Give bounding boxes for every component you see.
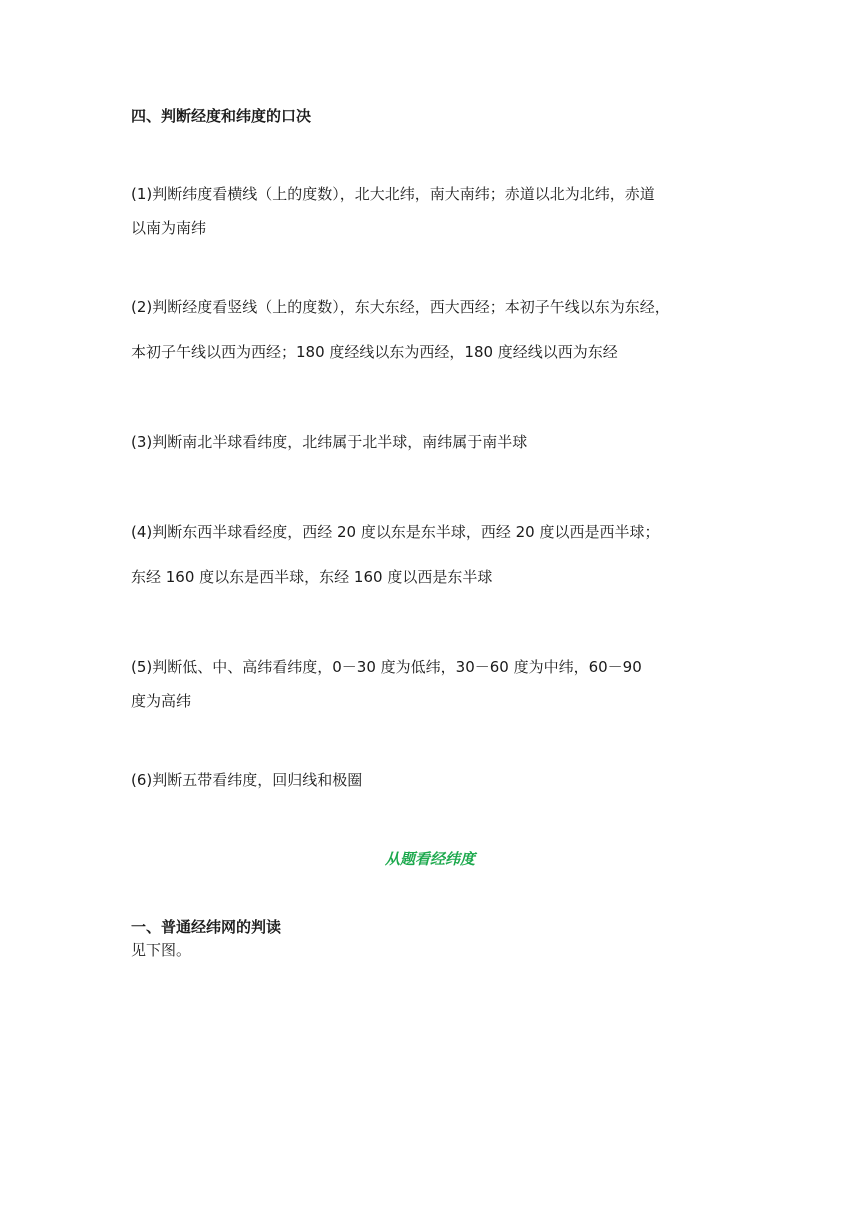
subsection-heading: 一、普通经纬网的判读 <box>131 918 282 936</box>
section-title: 从题看经纬度 <box>384 850 475 868</box>
rule-2-line-2: 本初子午线以西为西经；180 度经线以东为西经，180 度经线以西为东经 <box>131 343 618 361</box>
rule-6-line-1: (6)判断五带看纬度，回归线和极圈 <box>131 771 363 789</box>
rule-2-line-1: (2)判断经度看竖线（上的度数），东大东经，西大西经；本初子午线以东为东经， <box>131 298 670 316</box>
rule-4-line-1: (4)判断东西半球看经度，西经 20 度以东是东半球，西经 20 度以西是西半球； <box>131 523 660 541</box>
rule-5-line-2: 度为高纬 <box>131 692 192 710</box>
rule-1-line-1: (1)判断纬度看横线（上的度数），北大北纬，南大南纬；赤道以北为北纬，赤道 <box>131 185 655 203</box>
rule-5-line-1: (5)判断低、中、高纬看纬度，0－30 度为低纬，30－60 度为中纬，60－90 <box>131 658 642 676</box>
section-heading: 四、判断经度和纬度的口决 <box>131 107 312 125</box>
rule-3-line-1: (3)判断南北半球看纬度，北纬属于北半球，南纬属于南半球 <box>131 433 528 451</box>
rule-4-line-2: 东经 160 度以东是西半球，东经 160 度以西是东半球 <box>131 568 493 586</box>
rule-1-line-2: 以南为南纬 <box>131 219 207 237</box>
subsection-text: 见下图。 <box>131 941 192 959</box>
